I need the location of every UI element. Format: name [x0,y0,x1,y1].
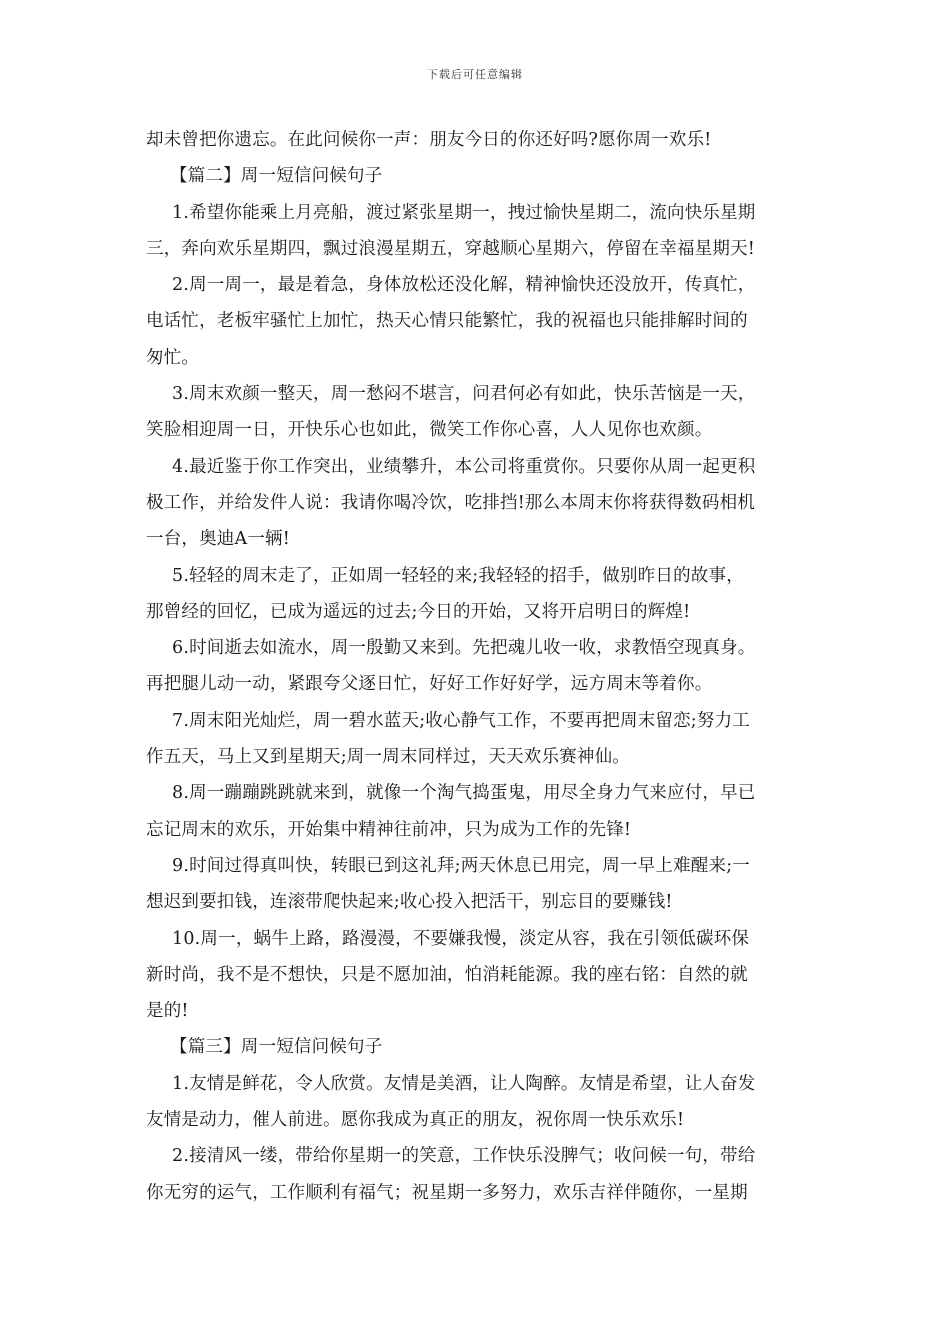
text-line: 2.周一周一，最是着急，身体放松还没化解，精神愉快还没放开，传真忙， [172,275,756,296]
text-line: 想迟到要扣钱，连滚带爬快起来;收心投入把活干，别忘目的要赚钱! [146,892,673,913]
text-line: 是的! [146,1001,189,1022]
text-line: 那曾经的回忆，已成为遥远的过去;今日的开始，又将开启明日的辉煌! [146,601,691,622]
text-line: 2.接清风一缕，带给你星期一的笑意，工作快乐没脾气；收问候一句，带给 [172,1146,756,1167]
text-line: 7.周末阳光灿烂，周一碧水蓝天;收心静气工作，不要再把周末留恋;努力工 [172,710,750,731]
text-line: 笑脸相迎周一日，开快乐心也如此，微笑工作你心喜，人人见你也欢颜。 [146,420,713,441]
text-line: 8.周一蹦蹦跳跳就来到，就像一个淘气捣蛋鬼，用尽全身力气来应付，早已 [172,783,756,804]
text-line: 极工作，并给发件人说：我请你喝冷饮，吃排挡!那么本周末你将获得数码相机 [146,492,756,513]
text-line: 你无穷的运气，工作顺利有福气；祝星期一多努力，欢乐吉祥伴随你，一星期 [146,1182,748,1203]
document-body [146,122,814,1211]
section-heading: 【篇三】周一短信问候句子 [170,1037,383,1058]
text-line: 4.最近鉴于你工作突出，业绩攀升，本公司将重赏你。只要你从周一起更积 [172,456,756,477]
text-line: 作五天，马上又到星期天;周一周末同样过，天天欢乐赛神仙。 [146,747,630,768]
text-line: 再把腿儿动一动，紧跟夸父逐日忙，好好工作好好学，远方周末等着你。 [146,674,713,695]
section-heading: 【篇二】周一短信问候句子 [170,166,383,187]
text-line: 1.友情是鲜花，令人欣赏。友情是美酒，让人陶醉。友情是希望，让人奋发 [172,1073,756,1094]
text-line: 新时尚，我不是不想快，只是不愿加油，怕消耗能源。我的座右铭：自然的就 [146,964,748,985]
text-line: 电话忙，老板牢骚忙上加忙，热天心情只能繁忙，我的祝福也只能排解时间的 [146,311,748,332]
text-line: 一台，奥迪A一辆! [146,529,290,550]
text-line: 10.周一，蜗牛上路，路漫漫，不要嫌我慢，淡定从容，我在引领低碳环保 [172,928,750,949]
text-line: 匆忙。 [146,347,200,368]
text-line: 友情是动力，催人前进。愿你我成为真正的朋友，祝你周一快乐欢乐! [146,1110,685,1131]
text-line: 却未曾把你遗忘。在此问候你一声：朋友今日的你还好吗?愿你周一欢乐! [146,130,712,150]
text-line: 3.周末欢颜一整天，周一愁闷不堪言，问君何必有如此，快乐苦恼是一天， [172,384,756,405]
text-line: 5.轻轻的周末走了，正如周一轻轻的来;我轻轻的招手，做别昨日的故事， [172,565,744,586]
page-header: 下载后可任意编辑 [427,68,523,81]
text-line: 6.时间逝去如流水，周一殷勤又来到。先把魂儿收一收，求教悟空现真身。 [172,638,756,659]
text-line: 三，奔向欢乐星期四，飘过浪漫星期五，穿越顺心星期六，停留在幸福星期天! [146,238,756,259]
text-line: 9.时间过得真叫快，转眼已到这礼拜;两天休息已用完，周一早上难醒来;一 [172,855,750,876]
text-line: 忘记周末的欢乐，开始集中精神往前冲，只为成为工作的先锋! [146,819,632,840]
text-line: 1.希望你能乘上月亮船，渡过紧张星期一，拽过愉快星期二，流向快乐星期 [172,202,756,223]
